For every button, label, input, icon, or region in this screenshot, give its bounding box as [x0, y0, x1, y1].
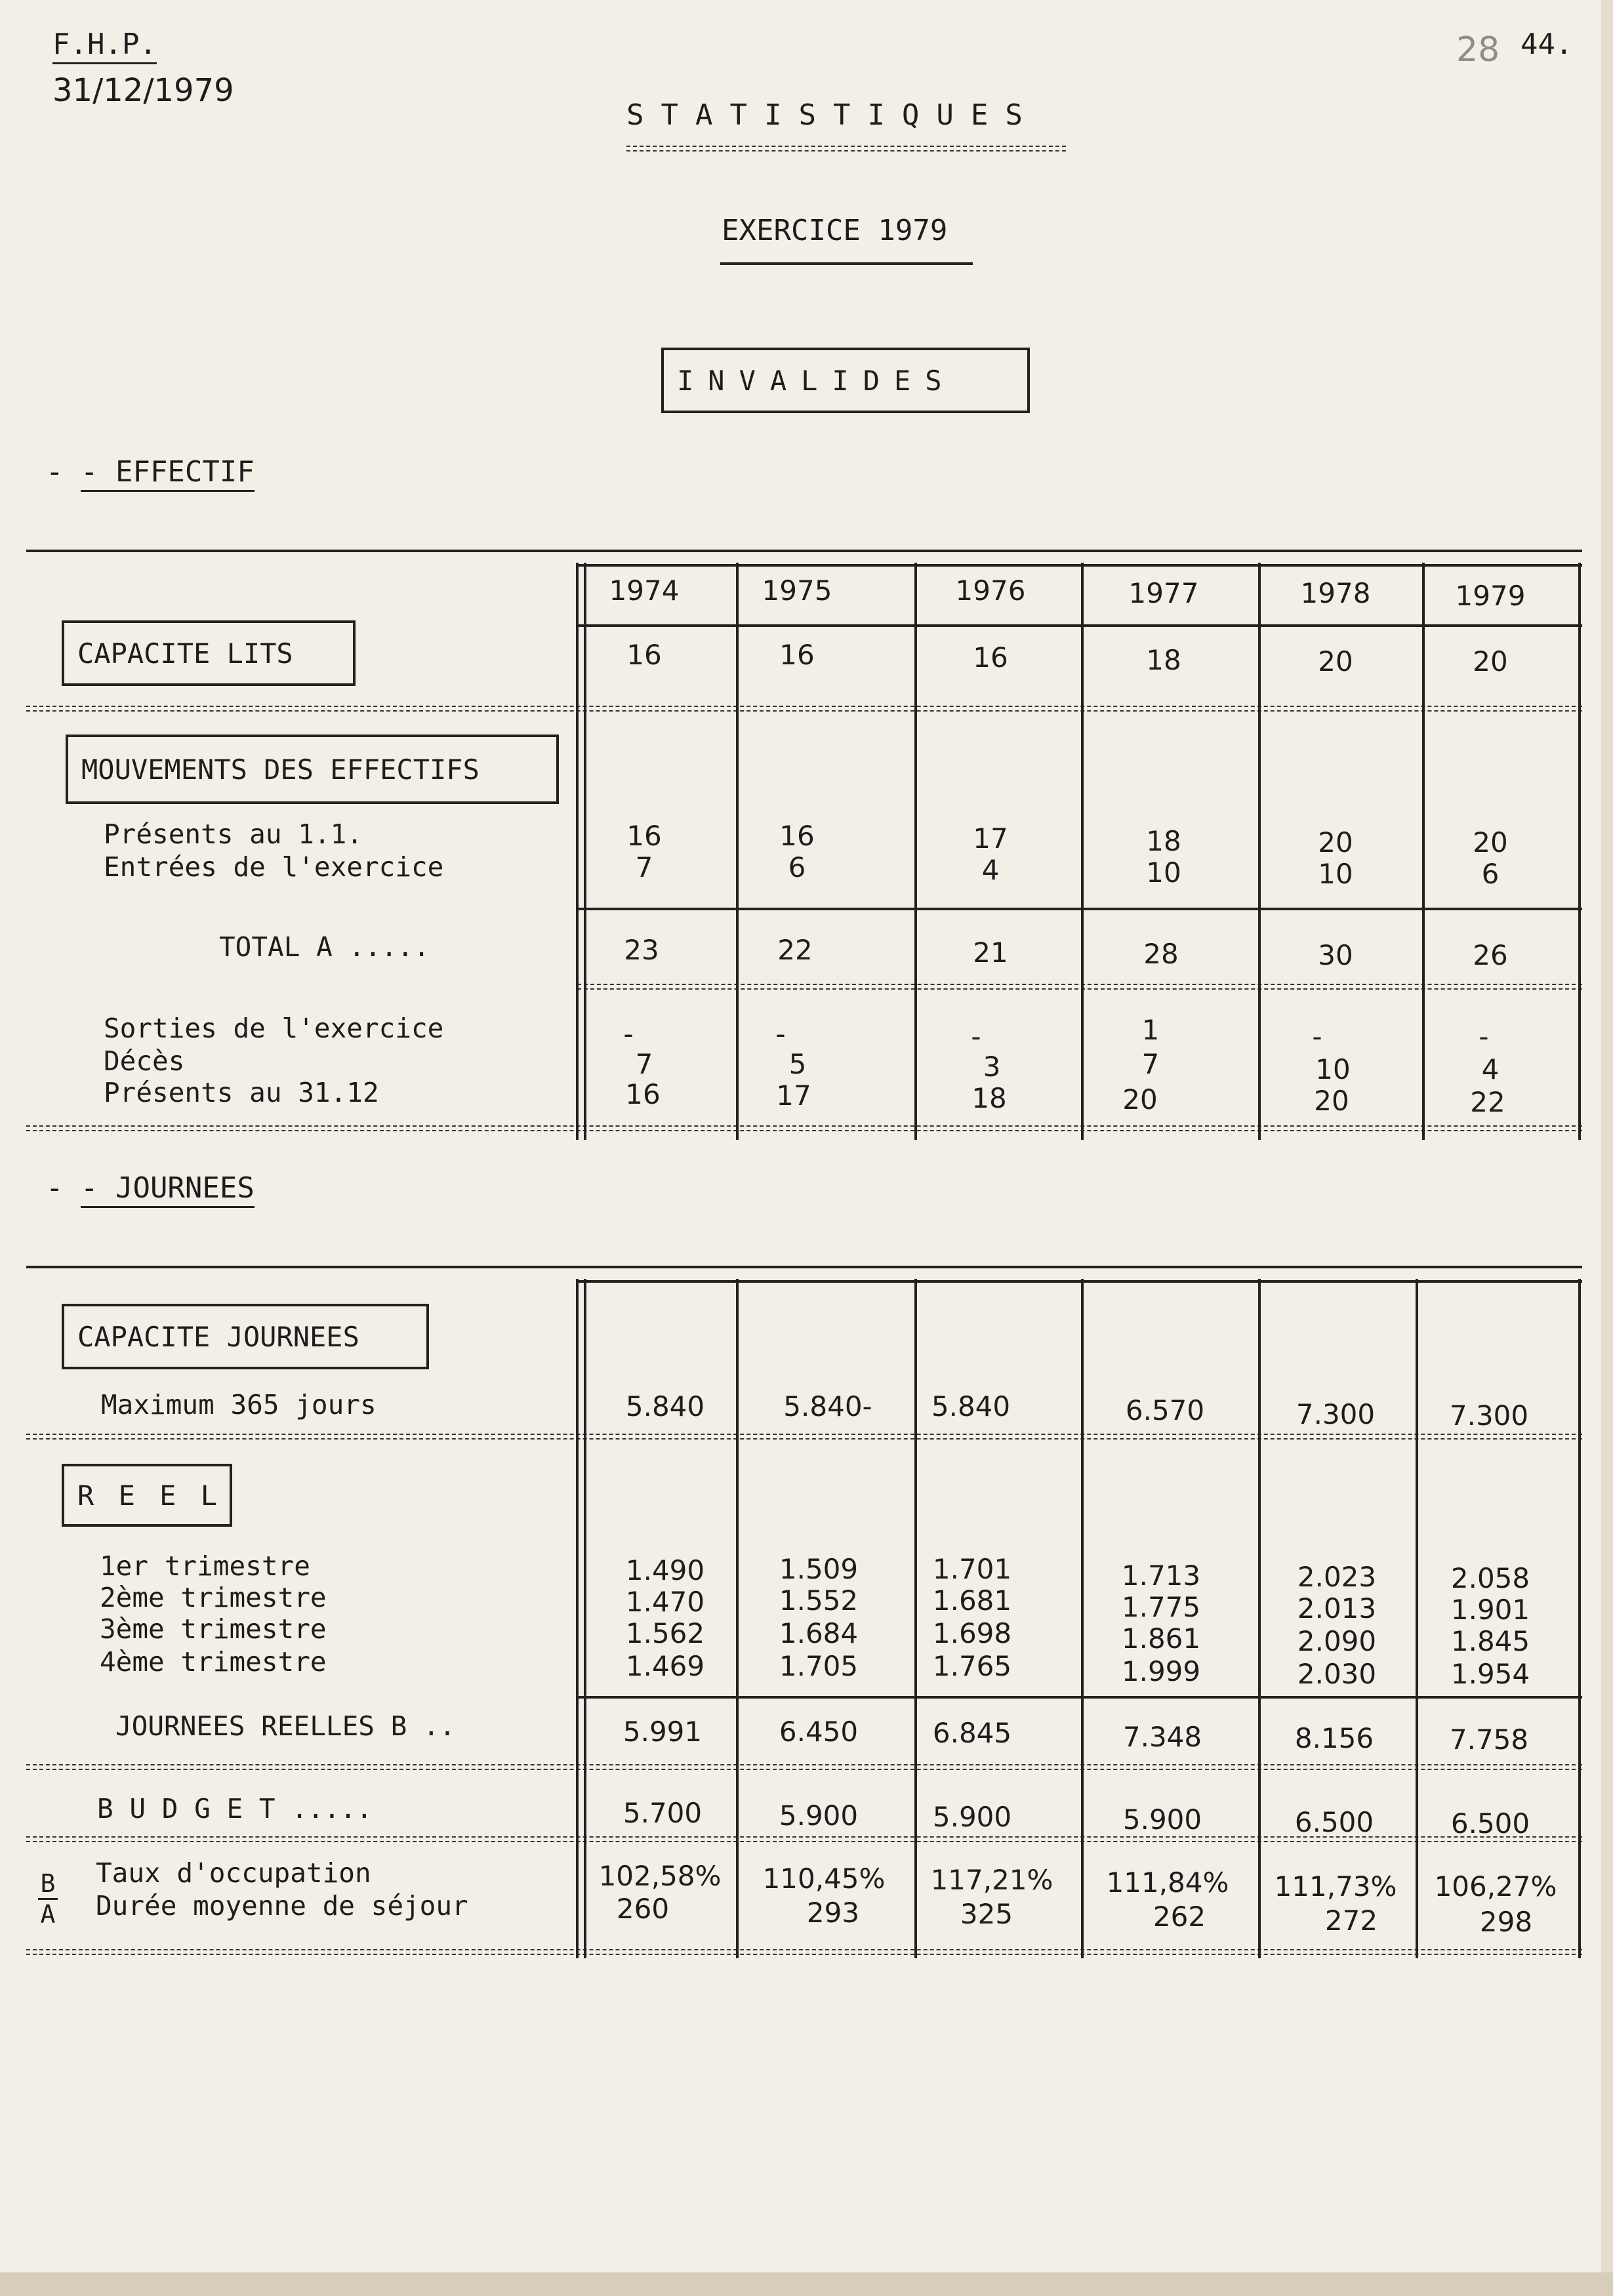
t4-value: 1.999: [1121, 1655, 1201, 1687]
total-a-value: 30: [1318, 939, 1353, 971]
presents-3112-value: 22: [1470, 1086, 1505, 1118]
year-header: 1976: [955, 574, 1026, 607]
deces-value: 10: [1315, 1053, 1351, 1085]
presents-3112-value: 20: [1314, 1085, 1349, 1117]
t4-value: 1.705: [779, 1650, 859, 1682]
table2-col-sep-5: [1416, 1279, 1418, 1958]
table1-col-sep-0: [576, 563, 579, 1140]
presents-3112-value: 17: [776, 1079, 811, 1112]
duree-value: 293: [806, 1897, 860, 1929]
table1-bottom-rule: [26, 1125, 1582, 1131]
total-a-value: 23: [624, 934, 659, 966]
capacite-lits-value: 18: [1146, 644, 1181, 676]
deces-value: 4: [1481, 1053, 1500, 1085]
deces-value: 7: [635, 1048, 653, 1080]
maximum-value: 6.570: [1125, 1394, 1205, 1426]
table2-rule-reelles-top: [577, 1696, 1582, 1699]
t1-value: 2.058: [1450, 1562, 1530, 1594]
journees-section-label: - - JOURNEES: [46, 1171, 255, 1205]
presents-3112-value: 18: [971, 1082, 1007, 1114]
site-label: INVALIDES: [677, 364, 956, 397]
t4-value: 2.030: [1297, 1658, 1377, 1690]
taux-value: 111,73%: [1274, 1870, 1397, 1903]
table1-rule-total-top: [577, 908, 1582, 910]
maximum-value: 5.840: [931, 1390, 1011, 1422]
page-edge-right: [1601, 0, 1613, 2296]
table1-header-bottom: [577, 624, 1582, 627]
t2-value: 1.681: [932, 1584, 1012, 1617]
budget-value: 6.500: [1450, 1807, 1530, 1840]
presents-3112-label: Présents au 31.12: [104, 1077, 379, 1108]
title-double-rule: [626, 146, 1066, 151]
reelles-value: 5.991: [623, 1716, 703, 1748]
table1-col-sep-6: [1578, 563, 1581, 1140]
presents-11-label: Présents au 1.1.: [104, 818, 363, 850]
deces-value: 5: [788, 1048, 807, 1080]
table2-top-rule: [26, 1266, 1582, 1268]
entrees-value: 7: [635, 851, 653, 883]
t1-value: 2.023: [1297, 1561, 1377, 1593]
t1-value: 1.490: [625, 1554, 705, 1586]
taux-value: 102,58%: [598, 1860, 722, 1892]
capacite-lits-value: 16: [626, 639, 662, 671]
handwritten-number: 28: [1456, 30, 1500, 70]
t3-value: 1.861: [1121, 1622, 1201, 1655]
entrees-value: 10: [1318, 858, 1353, 890]
reelles-value: 7.348: [1122, 1721, 1202, 1753]
t4-label: 4ème trimestre: [100, 1646, 327, 1678]
page-edge-bottom: [0, 2272, 1613, 2296]
duree-label: Durée moyenne de séjour: [96, 1890, 468, 1922]
total-a-value: 22: [777, 934, 813, 966]
table1-col-sep-5: [1422, 563, 1425, 1140]
presents-11-value: 17: [973, 822, 1008, 855]
maximum-label: Maximum 365 jours: [101, 1389, 377, 1420]
taux-value: 117,21%: [930, 1864, 1053, 1896]
capacite-journees-label: CAPACITE JOURNEES: [77, 1320, 359, 1353]
table2-header-top: [577, 1280, 1582, 1283]
duree-value: 262: [1153, 1901, 1206, 1933]
t4-value: 1.954: [1450, 1658, 1530, 1690]
year-header: 1978: [1300, 577, 1371, 609]
t2-label: 2ème trimestre: [100, 1582, 327, 1613]
effectif-section-label: - - EFFECTIF: [46, 455, 255, 489]
maximum-value: 5.840-: [783, 1390, 872, 1422]
year-header: 1979: [1455, 580, 1526, 612]
reelles-value: 7.758: [1449, 1723, 1529, 1756]
table1-rule-capacite: [26, 706, 1582, 712]
subtitle-underline: [720, 262, 973, 265]
presents-3112-value: 20: [1122, 1083, 1158, 1116]
sorties-value: -: [1312, 1020, 1322, 1053]
capacite-lits-box: [62, 620, 356, 686]
budget-value: 5.900: [779, 1800, 859, 1832]
taux-label: Taux d'occupation: [96, 1857, 371, 1889]
ratio-numerator: B: [38, 1869, 58, 1900]
maximum-value: 7.300: [1296, 1398, 1376, 1430]
budget-value: 5.900: [932, 1801, 1012, 1833]
t2-value: 2.013: [1297, 1592, 1377, 1624]
reelles-value: 6.845: [932, 1717, 1012, 1749]
table1-col-sep-4: [1258, 563, 1261, 1140]
presents-11-value: 16: [779, 820, 815, 852]
maximum-value: 5.840: [625, 1390, 705, 1422]
table1-top-rule: [26, 550, 1582, 552]
budget-value: 6.500: [1294, 1806, 1374, 1838]
table1-col-sep-2: [914, 563, 917, 1140]
total-a-value: 28: [1143, 938, 1179, 970]
presents-11-value: 20: [1473, 826, 1508, 858]
t2-value: 1.470: [625, 1586, 705, 1618]
table2-col-sep-6: [1578, 1279, 1581, 1958]
reelles-value: 6.450: [779, 1716, 859, 1748]
reel-box: [62, 1464, 232, 1527]
entrees-value: 6: [788, 851, 806, 883]
table2-col-sep-1: [736, 1279, 739, 1958]
deces-value: 3: [983, 1051, 1001, 1083]
t1-value: 1.713: [1121, 1560, 1201, 1592]
t2-value: 1.901: [1450, 1594, 1530, 1626]
journees-section-text: - JOURNEES: [81, 1171, 255, 1208]
year-header: 1974: [609, 574, 680, 607]
table2-rule-reelles-bottom: [26, 1764, 1582, 1770]
table2-col-sep-0: [576, 1279, 579, 1958]
maximum-value: 7.300: [1449, 1400, 1529, 1432]
presents-11-value: 20: [1318, 826, 1353, 858]
document-date: 31/12/1979: [52, 72, 234, 109]
ratio-fraction: [38, 1869, 58, 1929]
deces-value: 7: [1141, 1048, 1160, 1080]
org-name: F.H.P.: [52, 28, 157, 64]
sorties-value: 1: [1141, 1014, 1160, 1046]
t4-value: 1.469: [625, 1650, 705, 1682]
capacite-lits-value: 20: [1473, 645, 1508, 677]
effectif-section-text: - EFFECTIF: [81, 455, 255, 492]
deces-label: Décès: [104, 1045, 185, 1077]
capacite-lits-value: 16: [973, 641, 1008, 674]
mouvements-label: MOUVEMENTS DES EFFECTIFS: [81, 753, 480, 786]
table2-col-sep-2: [914, 1279, 917, 1958]
reelles-label: JOURNEES REELLES B ..: [115, 1710, 456, 1742]
year-header: 1975: [762, 574, 832, 607]
entrees-value: 4: [981, 854, 1000, 886]
table2-col-sep-0b: [584, 1279, 586, 1958]
exercice-subtitle: EXERCICE 1979: [722, 214, 948, 247]
table1-col-sep-3: [1081, 563, 1084, 1140]
page-title: STATISTIQUES: [626, 98, 1040, 132]
t3-value: 1.684: [779, 1617, 859, 1649]
capacite-lits-value: 20: [1318, 645, 1353, 677]
capacite-lits-label: CAPACITE LITS: [77, 637, 293, 670]
t3-label: 3ème trimestre: [100, 1613, 327, 1645]
total-a-value: 26: [1473, 939, 1508, 971]
total-a-value: 21: [973, 937, 1008, 969]
total-a-label: TOTAL A .....: [219, 931, 430, 963]
duree-value: 260: [616, 1893, 670, 1925]
ratio-denominator: A: [40, 1900, 56, 1929]
duree-value: 325: [960, 1898, 1013, 1930]
presents-3112-value: 16: [625, 1078, 661, 1110]
budget-label: B U D G E T .....: [97, 1793, 373, 1824]
table1-col-sep-0b: [584, 563, 586, 1140]
table1-rule-total-bottom: [577, 984, 1582, 990]
reelles-value: 8.156: [1294, 1722, 1374, 1754]
budget-value: 5.700: [623, 1797, 703, 1829]
t2-value: 1.775: [1121, 1591, 1201, 1623]
sorties-value: -: [1479, 1020, 1489, 1053]
mouvements-box: [66, 735, 559, 804]
duree-value: 272: [1324, 1904, 1378, 1937]
entrees-value: 10: [1146, 856, 1181, 889]
taux-value: 110,45%: [762, 1863, 886, 1895]
table1-header-top: [577, 564, 1582, 567]
t3-value: 2.090: [1297, 1625, 1377, 1657]
sorties-label: Sorties de l'exercice: [104, 1013, 444, 1044]
table2-rule-capacite: [26, 1434, 1582, 1440]
sorties-value: -: [971, 1020, 981, 1053]
t1-value: 1.509: [779, 1553, 859, 1585]
t3-value: 1.845: [1450, 1625, 1530, 1657]
capacite-journees-box: [62, 1304, 429, 1369]
entrees-value: 6: [1481, 858, 1500, 890]
duree-value: 298: [1479, 1906, 1533, 1938]
sorties-value: -: [775, 1018, 786, 1050]
t3-value: 1.562: [625, 1617, 705, 1649]
t4-value: 1.765: [932, 1650, 1012, 1682]
taux-value: 106,27%: [1434, 1870, 1557, 1903]
table2-bottom-rule: [26, 1949, 1582, 1955]
t1-label: 1er trimestre: [100, 1550, 310, 1582]
taux-value: 111,84%: [1106, 1866, 1229, 1899]
entrees-label: Entrées de l'exercice: [104, 851, 444, 883]
t3-value: 1.698: [932, 1617, 1012, 1649]
t1-value: 1.701: [932, 1553, 1012, 1585]
budget-value: 5.900: [1122, 1803, 1202, 1836]
t2-value: 1.552: [779, 1584, 859, 1617]
reel-label: R E E L: [77, 1479, 222, 1512]
capacite-lits-value: 16: [779, 639, 815, 671]
page-number: 44.: [1521, 28, 1573, 61]
site-box: [661, 348, 1030, 413]
table2-col-sep-3: [1081, 1279, 1084, 1958]
presents-11-value: 18: [1146, 825, 1181, 857]
year-header: 1977: [1128, 577, 1199, 609]
sorties-value: -: [623, 1018, 634, 1050]
table1-col-sep-1: [736, 563, 739, 1140]
presents-11-value: 16: [626, 820, 662, 852]
table2-col-sep-4: [1258, 1279, 1261, 1958]
